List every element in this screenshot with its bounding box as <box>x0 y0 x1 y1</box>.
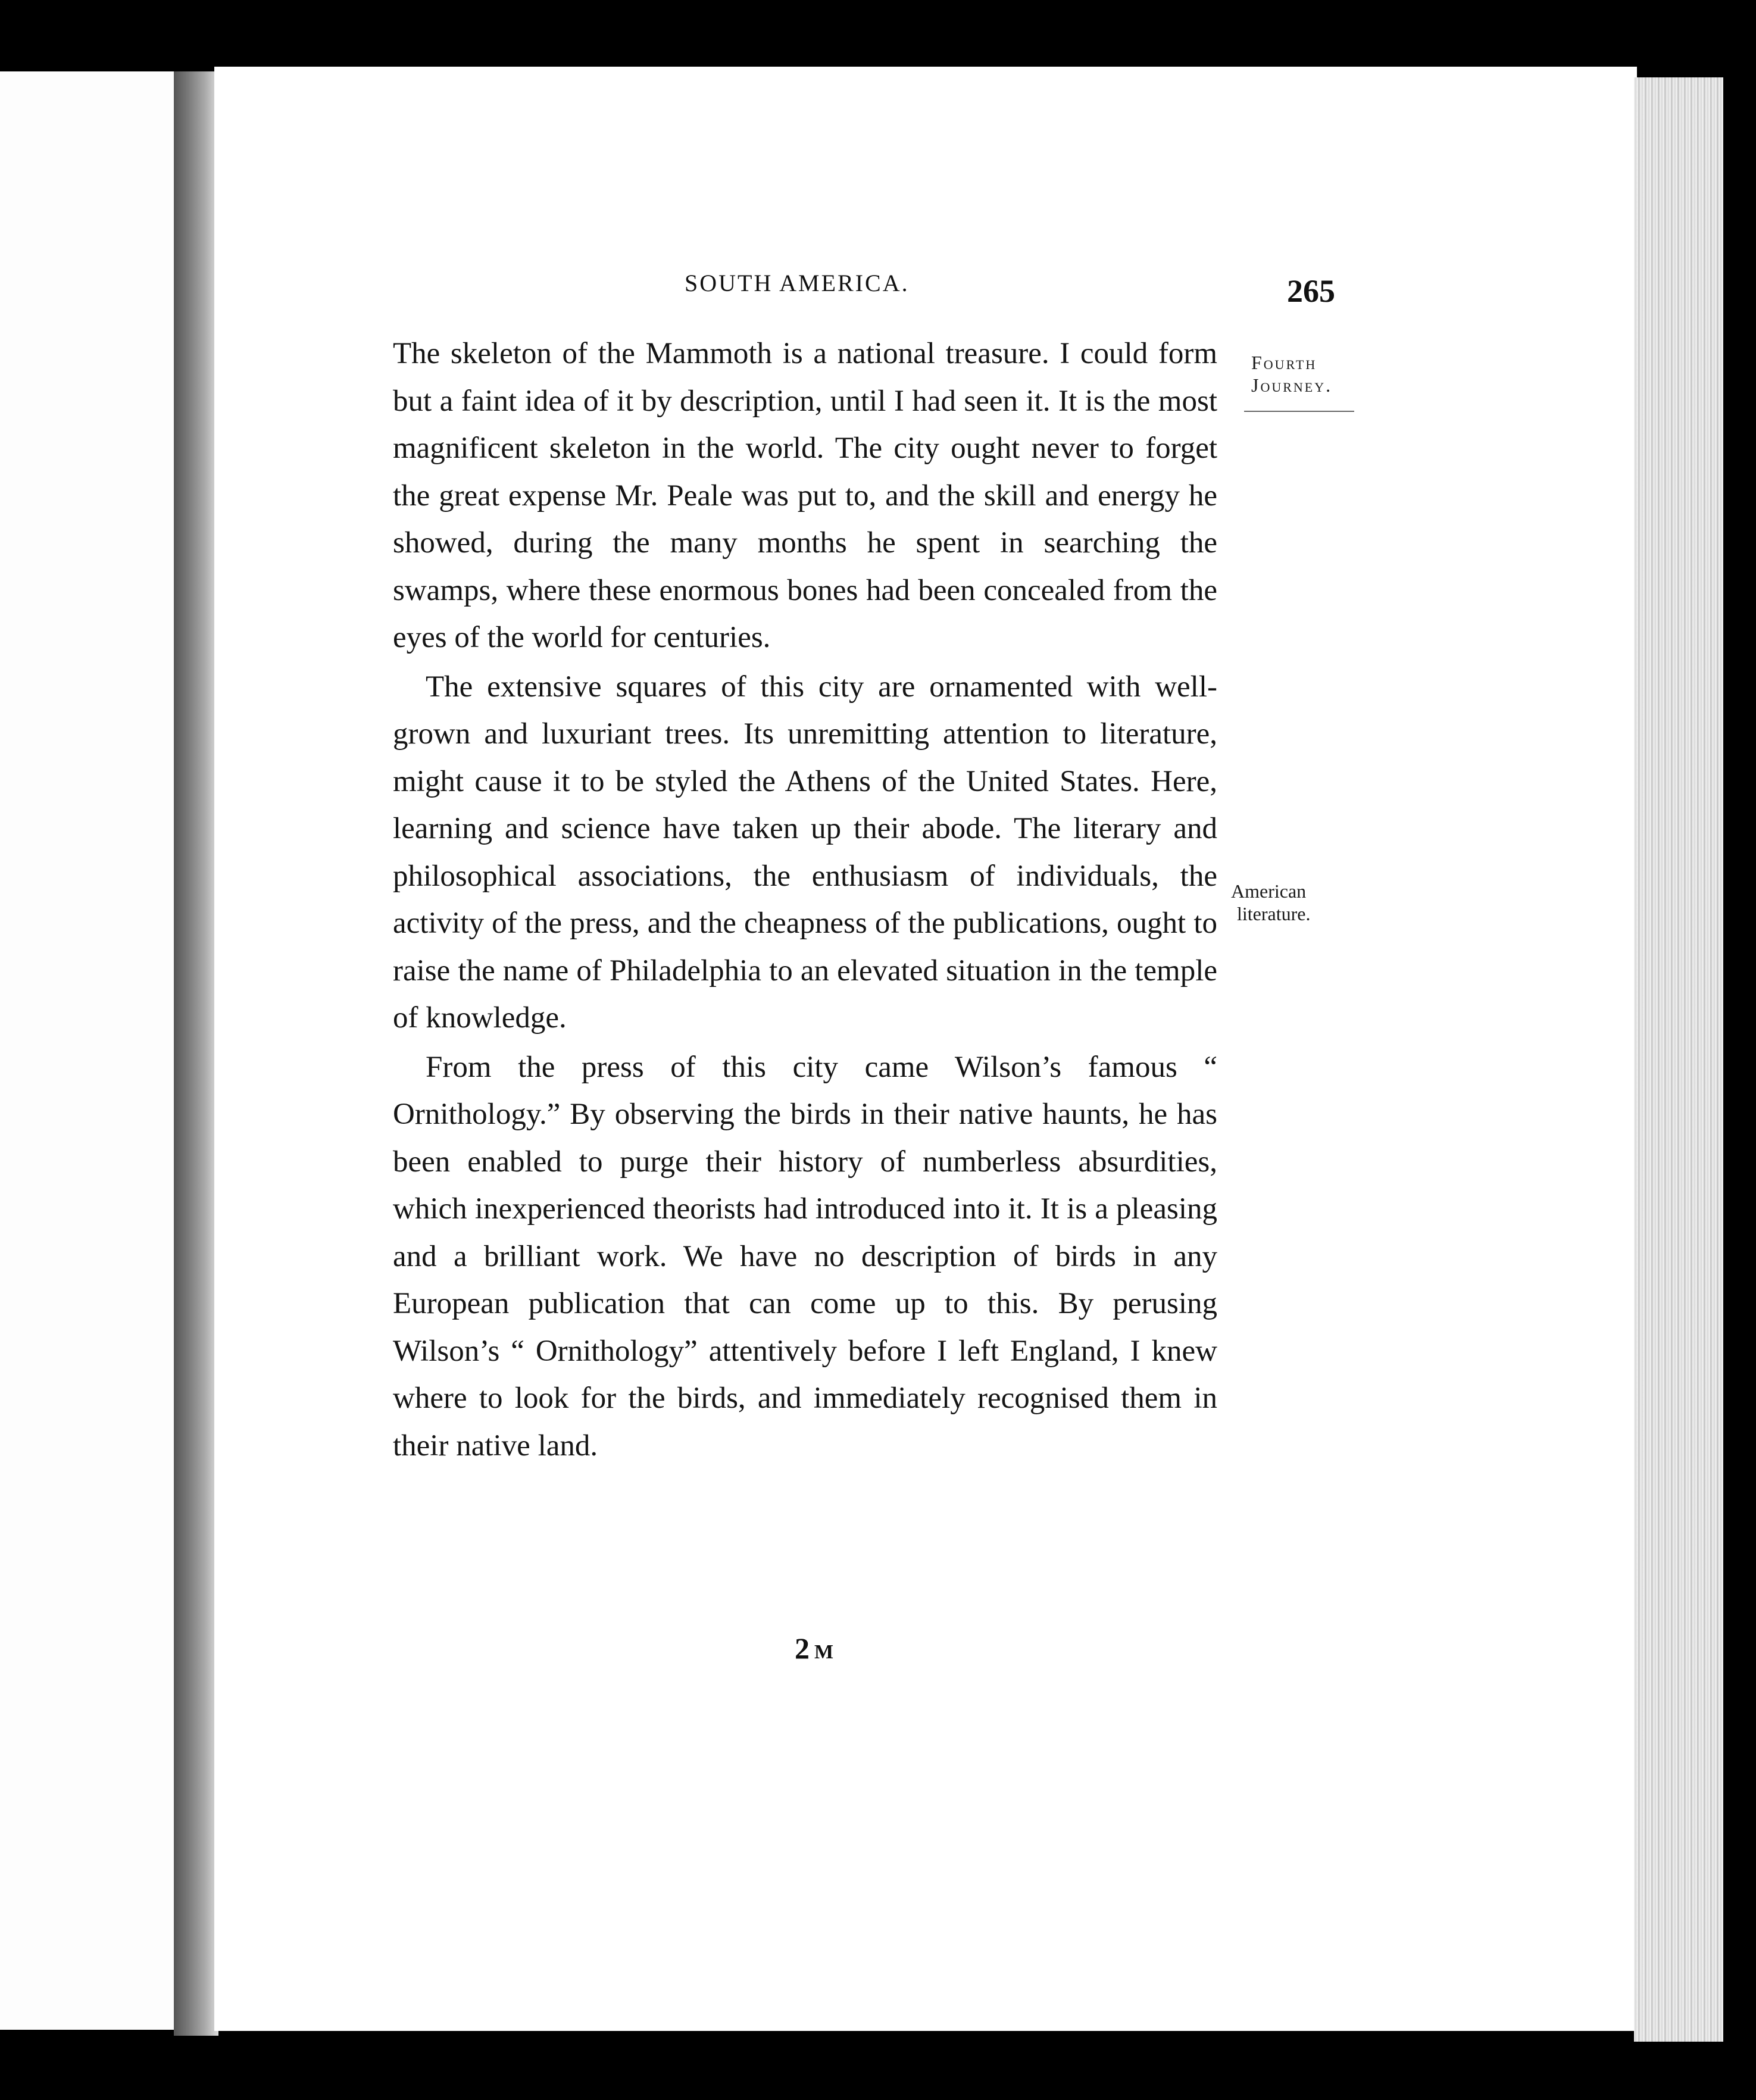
paragraph: The extensive squares of this city are ornamented with well-grown and luxuriant trees. Its unremitting attention to literature, might cause it to be styled the Athens of the United States. Here, learning and science have taken up their abode. The literary and philosophical associations, the enthusiasm of individuals, the activity of the press, and the cheapness of the publications, ought to raise the name of Philadelphia to an elevated situation in the temple of knowledge. <box>393 670 1217 1035</box>
sidenote-rule <box>1244 411 1354 412</box>
signature-mark <box>795 1631 833 1665</box>
sidenote-line: Fourth <box>1251 352 1317 373</box>
sidenote-fourth-journey <box>1251 351 1332 396</box>
sidenote-line: Journey. <box>1251 374 1333 396</box>
signature-letter: M <box>814 1641 834 1663</box>
paragraph: The skeleton of the Mammoth is a national treasure. I could form but a faint idea of it by description, until I had seen it. It is the most magnificent skeleton in the world. The city ought never to forget the great expense Mr. Peale was put to, and the skill and energy he showed, during the many months he spent in searching the swamps, where these enormous bones had been concealed from the eyes of the world for centuries. <box>393 337 1217 654</box>
running-head: SOUTH AMERICA. <box>685 270 910 296</box>
signature-number: 2 <box>795 1632 810 1665</box>
body-text <box>393 330 1217 1471</box>
sidenote-line: American <box>1231 880 1307 902</box>
sidenote-line: literature. <box>1237 903 1311 924</box>
page-edges <box>1634 77 1723 2042</box>
left-page-margin <box>0 71 179 2030</box>
page-number: 265 <box>1287 273 1335 309</box>
paragraph: From the press of this city came Wilson’s famous “ Ornithology.” By observing the birds in their native haunts, he has been enabled to purge their history of numberless absurdities, which inexperienced theorists had introduced into it. It is a pleasing and a brilliant work. We have no description of birds in any European publication that can come up to this. By perusing Wilson’s “ Ornithology” attentively before I left England, I knew where to look for the birds, and immediately recognised them in their native land. <box>393 1050 1217 1462</box>
book-gutter <box>174 71 218 2036</box>
sidenote-american-literature <box>1231 880 1310 925</box>
